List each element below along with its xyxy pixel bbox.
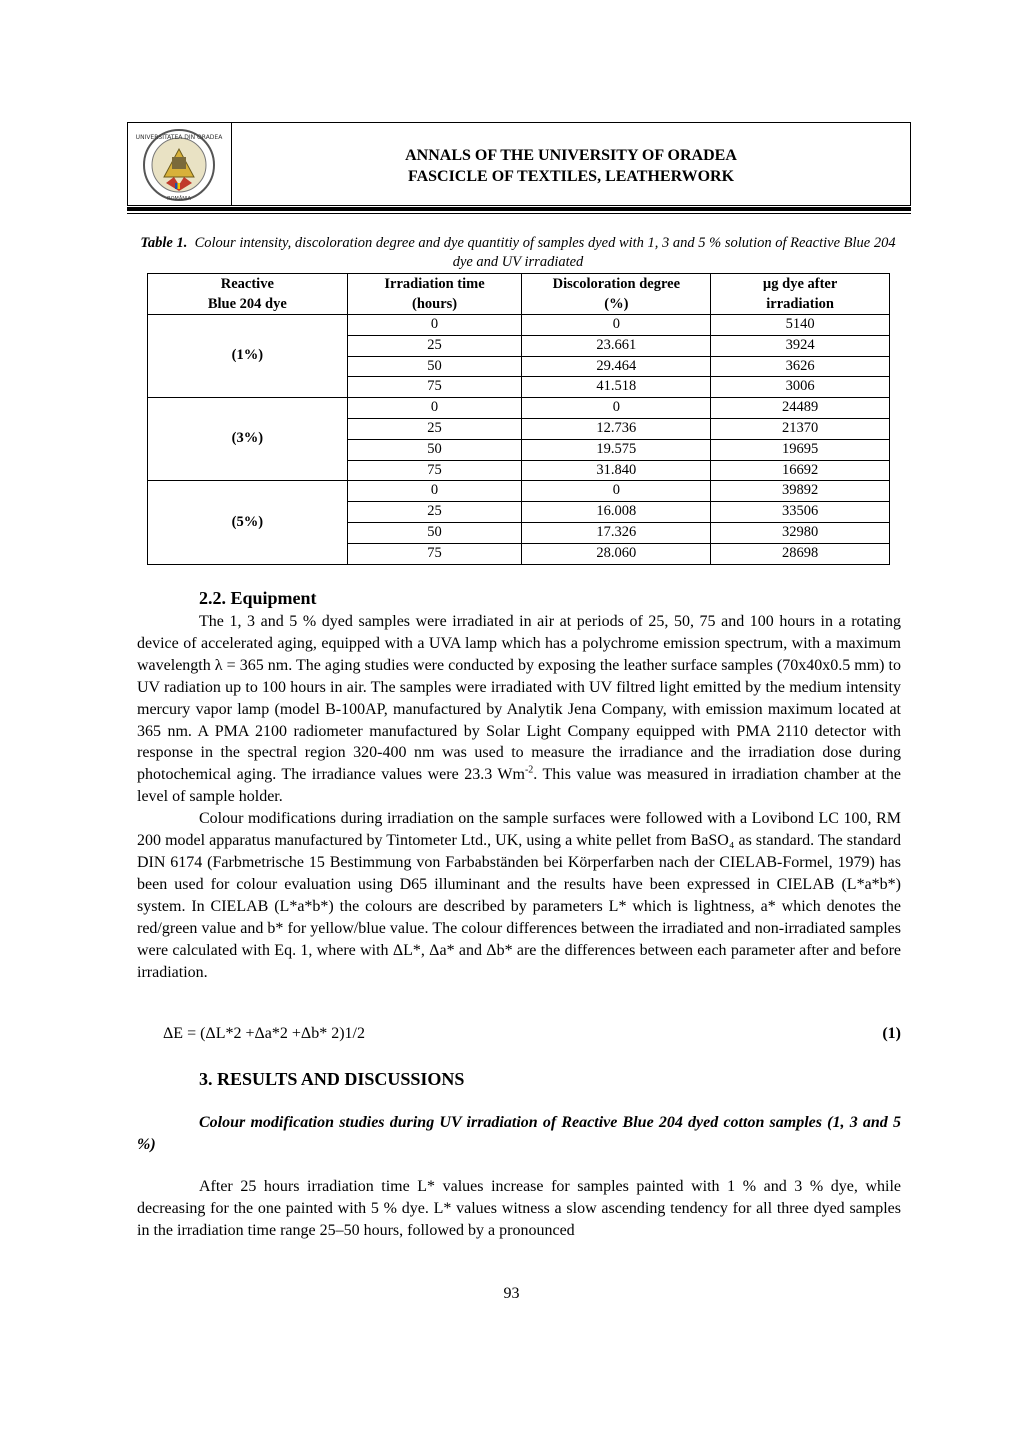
table-cell: 0	[347, 481, 522, 502]
table-cell: 0	[522, 481, 711, 502]
table-cell: 0	[347, 315, 522, 336]
paragraph: Colour modifications during irradiation on the sample surfaces were followed with a Lovibond LC 100, RM 200 model apparatus manufactured by Tintometer Ltd., UK, using a white pellet from BaSO₄ as standard. The standard DIN 6174 (Farbmetrische 15 Bestimmung von Farbabständen bei Körperfarben nach der CIELAB-Formel, 1979) has been used for colour evaluation using D65 illuminant and the results have been expressed in CIELAB (L*a*b*) system. In CIELAB (L*a*b*) the colours are described by parameters L* which is lightness, a* which denotes the red/green value and b* for yellow/blue value. The colour differences between the irradiated and non-irradiated samples were calculated with Eq. 1, where with ΔL*, Δa* and Δb* are the differences between each parameter after and before irradiation.	[137, 810, 901, 981]
table-cell: 41.518	[522, 377, 711, 398]
group-label: (1%)	[148, 315, 348, 398]
group-label: (5%)	[148, 481, 348, 564]
table-cell: 75	[347, 377, 522, 398]
table-cell: 23.661	[522, 335, 711, 356]
section-heading: 2.2. Equipment	[199, 588, 317, 608]
logo-text-bottom: ROMÂNIA	[167, 196, 191, 202]
table-cell: 50	[347, 439, 522, 460]
table-cell: 16.008	[522, 502, 711, 523]
table-caption	[140, 234, 896, 272]
table-cell: 3924	[711, 335, 890, 356]
table-cell: 39892	[711, 481, 890, 502]
journal-title-line2: FASCICLE OF TEXTILES, LEATHERWORK	[407, 168, 735, 185]
table-cell: 50	[347, 356, 522, 377]
column-header: Irradiation time (hours)	[347, 274, 522, 315]
table-cell: 5140	[711, 315, 890, 336]
university-seal-logo	[134, 127, 224, 203]
table-cell: 33506	[711, 502, 890, 523]
table-cell: 3626	[711, 356, 890, 377]
table-cell: 0	[347, 398, 522, 419]
table-caption-text: Colour intensity, discoloration degree and dye quantitiy of samples dyed with 1, 3 and 5 % solution of Reactive Blue 204 dye and UV irradiated	[194, 235, 896, 270]
journal-title-line1: ANNALS OF THE UNIVERSITY OF ORADEA	[405, 147, 737, 164]
table-cell: 19.575	[522, 439, 711, 460]
table-cell: 3006	[711, 377, 890, 398]
table-cell: 21370	[711, 418, 890, 439]
table-caption-label: Table 1.	[140, 235, 188, 251]
paragraph: The 1, 3 and 5 % dyed samples were irradiated in air at periods of 25, 50, 75 and 100 hours in a rotating device of accelerated aging, equipped with a UVA lamp which has a polychrome emission spectrum, with a maximum wavelength λ = 365 nm. The aging studies were conducted by exposing the leather surface samples (70x40x0.5 mm) to UV radiation up to 100 hours in air. The samples were irradiated with UV filtred light emitted by the medium intensity mercury vapor lamp (model B-100AP, manufactured by Analytik Jena Company, with emission maximum located at 365 nm. A PMA 2100 radiometer manufactured by Solar Light Company equipped with PMA 2110 detector with response in the spectral region 320-400 nm was used to measure the irradiance and the irradiation dose during photochemical aging. The irradiance values were 23.3 $Wm^{-2}$. This value was measured in irradiation chamber at the level of sample holder.	[137, 613, 901, 806]
journal-title	[232, 145, 910, 187]
results-text	[137, 1176, 901, 1242]
table-cell: 25	[347, 418, 522, 439]
header-rule-thick	[127, 207, 911, 211]
equation-line	[163, 1025, 901, 1043]
equation-number: (1)	[882, 1025, 901, 1042]
table-cell: 29.464	[522, 356, 711, 377]
equipment-text	[137, 611, 901, 983]
table-cell: 19695	[711, 439, 890, 460]
table-cell: 28.060	[522, 543, 711, 564]
table-row	[148, 481, 890, 502]
column-header: µg dye after irradiation	[711, 274, 890, 315]
page-number: 93	[503, 1285, 520, 1302]
header-rule-thin	[127, 213, 911, 214]
table-cell: 0	[522, 398, 711, 419]
paragraph: After 25 hours irradiation time L* values increase for samples painted with 1 % and 3 % dye, while decreasing for the one painted with 5 % dye. L* values witness a slow ascending tendency for all three dyed samples in the irradiation time range 25–50 hours, followed by a pronounced	[137, 1178, 901, 1239]
equation: ΔE = (ΔL*2 +Δa*2 +Δb* 2)1/2	[163, 1025, 365, 1042]
table-cell: 25	[347, 335, 522, 356]
table-cell: 25	[347, 502, 522, 523]
column-header: Discoloration degree (%)	[522, 274, 711, 315]
table-header-row	[148, 274, 890, 315]
table-cell: 16692	[711, 460, 890, 481]
table-cell: 31.840	[522, 460, 711, 481]
table-row	[148, 398, 890, 419]
table-cell: 24489	[711, 398, 890, 419]
column-header: Reactive Blue 204 dye	[148, 274, 348, 315]
journal-header	[127, 122, 911, 206]
section-heading: 3. RESULTS AND DISCUSSIONS	[199, 1069, 465, 1089]
table-cell: 75	[347, 460, 522, 481]
data-table	[147, 273, 890, 565]
table-cell: 28698	[711, 543, 890, 564]
table-row	[148, 315, 890, 336]
table-cell: 32980	[711, 522, 890, 543]
table-cell: 75	[347, 543, 522, 564]
table-cell: 0	[522, 315, 711, 336]
logo-cell	[128, 123, 232, 205]
table-cell: 17.326	[522, 522, 711, 543]
table-body	[148, 315, 890, 565]
subheading: Colour modification studies during UV irradiation of Reactive Blue 204 dyed cotton samples (1, 3 and 5 %)	[137, 1114, 901, 1153]
logo-text: UNIVERSITATEA DIN ORADEA	[135, 134, 223, 141]
table-cell: 50	[347, 522, 522, 543]
group-label: (3%)	[148, 398, 348, 481]
table-cell: 12.736	[522, 418, 711, 439]
